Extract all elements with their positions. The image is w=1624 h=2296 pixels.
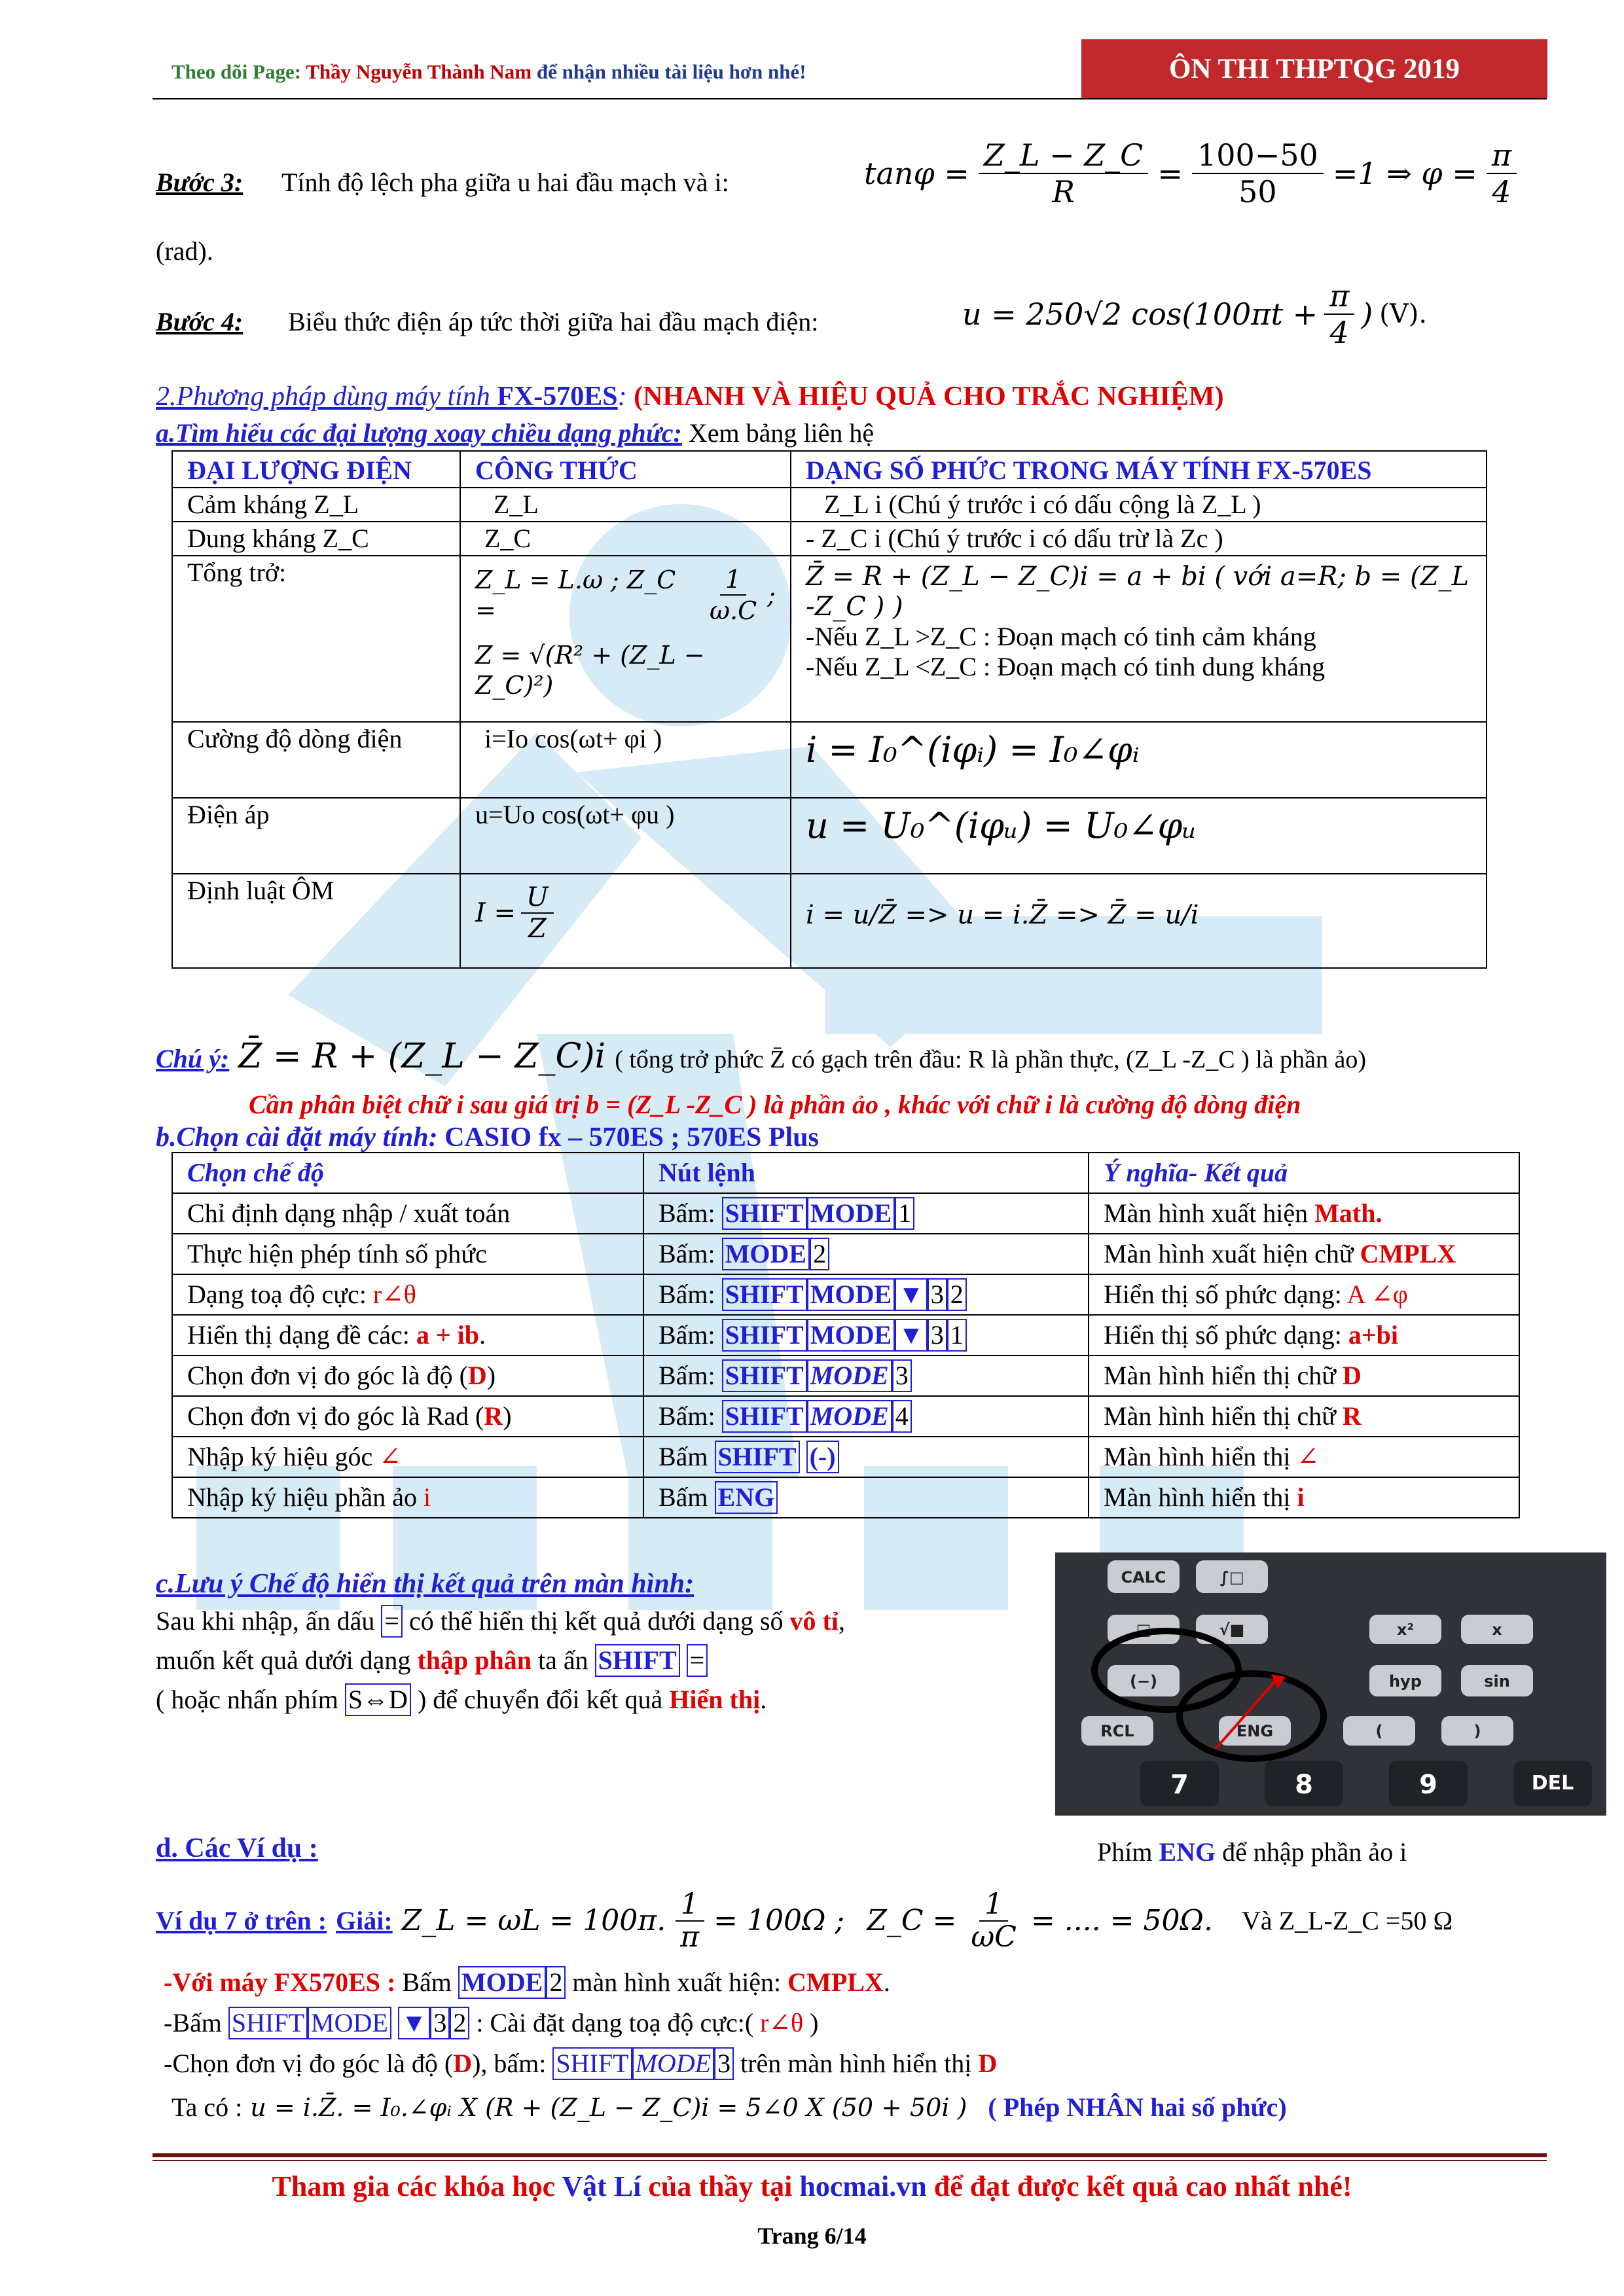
number-key[interactable]: 3 (892, 1359, 912, 1392)
equals-key[interactable]: = (381, 1605, 403, 1638)
shift-key[interactable]: SHIFT (715, 1441, 800, 1473)
svg-text:∫□: ∫□ (1219, 1568, 1244, 1587)
table-row (172, 874, 1487, 968)
svg-text:x²: x² (1397, 1621, 1414, 1639)
table-row (172, 798, 1487, 874)
step3-text: Tính độ lệch pha giữa u hai đầu mạch và i: (281, 168, 729, 197)
svg-text:RCL: RCL (1100, 1722, 1134, 1740)
table-row (172, 556, 1487, 722)
header-divider (153, 98, 1547, 99)
table-cell: Điện áp (172, 798, 460, 874)
keys-cell: Bấm ENG (643, 1477, 1089, 1518)
mode-cell: Hiển thị dạng đề các: a + ib. (172, 1315, 643, 1355)
svg-text:sin: sin (1484, 1672, 1510, 1691)
mode-key[interactable]: MODE (807, 1197, 895, 1230)
section-d-title: d. Các Ví dụ : (156, 1833, 318, 1863)
example-step1: -Với máy FX570ES : Bấm MODE 2 màn hình xuất hiện: CMPLX. (164, 1966, 890, 1999)
shift-key[interactable]: SHIFT (722, 1400, 807, 1433)
keys-cell: Bấm SHIFT (-) (643, 1437, 1089, 1477)
table-header-cell: CÔNG THỨC (460, 451, 791, 488)
svg-text:□: □ (1136, 1621, 1151, 1639)
table-row (172, 722, 1487, 798)
table-cell: i=Io cos(ωt+ φi ) (460, 722, 791, 798)
equals-key[interactable]: = (687, 1644, 708, 1677)
table-cell: Z_L (460, 488, 791, 522)
teacher-name: Thầy Nguyễn Thành Nam (306, 60, 532, 83)
svg-text:(: ( (1375, 1722, 1383, 1740)
keys-cell: Bấm: SHIFT MODE 4 (643, 1396, 1089, 1437)
shift-key[interactable]: SHIFT (722, 1359, 807, 1392)
number-key[interactable]: 3 (928, 1319, 947, 1352)
keys-cell: Bấm: MODE 2 (643, 1234, 1089, 1274)
mode-key[interactable]: MODE (807, 1278, 895, 1311)
mode-key[interactable]: MODE (458, 1966, 546, 1999)
example-line: Ví dụ 7 ở trên : Giải: Z_L = ωL = 100π. $\frac{1}{\pi}$ = 100Ω ; Z_C = $\frac{1}{\omega C}$ = .... = 50Ω. Và Z_L-Z_C =50 Ω (156, 1888, 1453, 1954)
arrow-down-key[interactable]: ▼ (895, 1278, 928, 1311)
table-cell: Z_C (460, 522, 791, 556)
table-row (172, 1193, 1519, 1234)
footer-promo: Tham gia các khóa học Vật Lí của thầy tại hocmai.vn để đạt được kết quả cao nhất nhé! (272, 2170, 1352, 2202)
table-header-cell: Ý nghĩa- Kết quả (1089, 1153, 1519, 1193)
number-key[interactable]: 3 (928, 1278, 947, 1311)
footer-divider-thin (153, 2160, 1547, 2161)
result-cell: Hiển thị số phức dạng: A ∠φ (1089, 1274, 1519, 1315)
table-cell: i = u/Z̄ => u = i.Z̄ => Z̄ = u/i (791, 874, 1487, 968)
keys-cell: Bấm: SHIFT MODE 3 (643, 1355, 1089, 1396)
number-key[interactable]: 2 (947, 1278, 967, 1311)
table-header-row (172, 451, 1487, 488)
example-step2: -Bấm SHIFT MODE ▼ 3 2 : Cài đặt dạng toạ độ cực:( r∠θ ) (164, 2007, 819, 2039)
number-key[interactable]: 2 (810, 1238, 829, 1270)
table-cell: Z_L i (Chú ý trước i có dấu cộng là Z_L ) (791, 488, 1487, 522)
section2-title: 2.Phương pháp dùng máy tính FX-570ES: (NHANH VÀ HIỆU QUẢ CHO TRẮC NGHIỆM) (156, 382, 1224, 412)
table-cell: Z_L = L.ω ; Z_C = $\frac{1}{\omega.C}$ ; Z = √(R² + (Z_L − Z_C)²) (460, 556, 791, 722)
arrow-down-key[interactable]: ▼ (895, 1319, 928, 1352)
step4-label: Bước 4: (156, 307, 244, 336)
section-c-line2: muốn kết quả dưới dạng thập phân ta ấn SHIFT = (156, 1644, 708, 1677)
table-cell: Dung kháng Z_C (172, 522, 460, 556)
mode-cell: Chọn đơn vị đo góc là độ (D) (172, 1355, 643, 1396)
calculator-photo (1055, 1552, 1606, 1816)
mode-cell: Chọn đơn vị đo góc là Rad (R) (172, 1396, 643, 1437)
s-d-key[interactable]: S⇔D (345, 1683, 411, 1716)
svg-text:7: 7 (1170, 1770, 1189, 1800)
note-line: Chú ý: Z̄ = R + (Z_L − Z_C)i ( tổng trở phức Z̄ có gạch trên đầu: R là phần thực, (Z_L -Z_C ) là phần ảo) (156, 1037, 1367, 1076)
table-header-row (172, 1153, 1519, 1193)
keys-cell: Bấm: SHIFT MODE 1 (643, 1193, 1089, 1234)
example-step3: -Chọn đơn vị đo góc là độ (D), bấm: SHIFT MODE 3 trên màn hình hiển thị D (164, 2047, 997, 2080)
svg-text:(−): (−) (1129, 1672, 1158, 1691)
negative-key[interactable]: (-) (806, 1441, 839, 1473)
step3-unit: (rad). (156, 236, 213, 266)
shift-key[interactable]: SHIFT (595, 1644, 680, 1677)
number-key[interactable]: 2 (450, 2007, 469, 2039)
header-follow-text: Theo dõi Page: Thầy Nguyễn Thành Nam để nhận nhiều tài liệu hơn nhé! (171, 60, 806, 83)
svg-text:8: 8 (1295, 1770, 1313, 1800)
calculator-keys-illustration (1055, 1552, 1606, 1816)
step4-text: Biểu thức điện áp tức thời giữa hai đầu mạch điện: (288, 307, 819, 336)
result-cell: Màn hình hiển thị i (1089, 1477, 1519, 1518)
keys-cell: Bấm: SHIFT MODE ▼ 3 2 (643, 1274, 1089, 1315)
table-row (172, 1396, 1519, 1437)
table-cell: - Z_C i (Chú ý trước i có dấu trừ là Zc ) (791, 522, 1487, 556)
arrow-down-key[interactable]: ▼ (398, 2007, 431, 2039)
svg-text:x: x (1492, 1621, 1502, 1639)
table-header-cell: DẠNG SỐ PHỨC TRONG MÁY TÍNH FX-570ES (791, 451, 1487, 488)
hocmai-link[interactable]: hocmai.vn (799, 2170, 927, 2202)
svg-text:): ) (1473, 1722, 1481, 1740)
table-cell: Cường độ dòng điện (172, 722, 460, 798)
table-row (172, 522, 1487, 556)
mode-cell: Dạng toạ độ cực: r∠θ (172, 1274, 643, 1315)
eng-key[interactable]: ENG (715, 1481, 778, 1514)
table-header-cell: ĐẠI LƯỢNG ĐIỆN (172, 451, 460, 488)
footer-divider (153, 2153, 1547, 2157)
table-cell: I = $\frac{U}{Z}$ (460, 874, 791, 968)
shift-key[interactable]: SHIFT (722, 1319, 807, 1352)
result-cell: Màn hình hiển thị chữ R (1089, 1396, 1519, 1437)
number-key[interactable]: 4 (892, 1400, 912, 1433)
result-cell: Màn hình xuất hiện chữ CMPLX (1089, 1234, 1519, 1274)
table-cell: i = I₀^(iφᵢ) = I₀∠φᵢ (791, 722, 1487, 798)
mode-key[interactable]: MODE (807, 1319, 895, 1352)
svg-text:√■: √■ (1219, 1621, 1245, 1639)
table-row (172, 1437, 1519, 1477)
number-key[interactable]: 3 (714, 2047, 734, 2080)
section-c-title: c.Lưu ý Chế độ hiển thị kết quả trên màn hình: (156, 1569, 695, 1599)
result-cell: Màn hình hiển thị chữ D (1089, 1355, 1519, 1396)
table-header-cell: Chọn chế độ (172, 1153, 643, 1193)
mode-key[interactable]: MODE (632, 2047, 715, 2080)
table-cell: Cảm kháng Z_L (172, 488, 460, 522)
mode-key[interactable]: MODE (308, 2007, 391, 2039)
shift-key[interactable]: SHIFT (722, 1278, 807, 1311)
complex-quantities-table (171, 450, 1487, 969)
number-key[interactable]: 1 (947, 1319, 967, 1352)
result-cell: Hiển thị số phức dạng: a+bi (1089, 1315, 1519, 1355)
table-row (172, 1274, 1519, 1315)
result-cell: Màn hình hiển thị ∠ (1089, 1437, 1519, 1477)
mode-cell: Chỉ định dạng nhập / xuất toán (172, 1193, 643, 1234)
mode-key[interactable]: MODE (807, 1400, 892, 1433)
table-cell: Tổng trở: (172, 556, 460, 722)
section-c-line3: ( hoặc nhấn phím S⇔D ) để chuyển đổi kết quả Hiển thị. (156, 1683, 767, 1716)
table-row (172, 1477, 1519, 1518)
calculator-settings-table (171, 1152, 1520, 1518)
table-row (172, 1234, 1519, 1274)
shift-key[interactable]: SHIFT (228, 2007, 308, 2039)
shift-key[interactable]: SHIFT (552, 2047, 632, 2080)
result-cell: Màn hình xuất hiện Math. (1089, 1193, 1519, 1234)
table-row (172, 1315, 1519, 1355)
photo-caption: Phím ENG để nhập phần ảo i (1097, 1837, 1407, 1867)
table-cell: u=Uo cos(ωt+ φu ) (460, 798, 791, 874)
step3-label: Bước 3: (156, 168, 244, 197)
keys-cell: Bấm: SHIFT MODE ▼ 3 1 (643, 1315, 1089, 1355)
table-row (172, 1355, 1519, 1396)
section-c-line1: Sau khi nhập, ấn dấu = có thể hiển thị kết quả dưới dạng số vô tỉ, (156, 1605, 845, 1638)
table-header-cell: Nút lệnh (643, 1153, 1089, 1193)
note-warning: Cần phân biệt chữ i sau giá trị b = (Z_L -Z_C ) là phần ảo , khác với chữ i là cường độ dòng điện (249, 1090, 1301, 1119)
table-row (172, 488, 1487, 522)
svg-text:CALC: CALC (1121, 1568, 1166, 1587)
number-key[interactable]: 1 (895, 1197, 914, 1230)
exam-title-badge: ÔN THI THPTQG 2019 (1081, 39, 1547, 98)
table-cell: u = U₀^(iφᵤ) = U₀∠φᵤ (791, 798, 1487, 874)
mode-cell: Thực hiện phép tính số phức (172, 1234, 643, 1274)
mode-key[interactable]: MODE (807, 1359, 892, 1392)
section-b-title: b.Chọn cài đặt máy tính: CASIO fx – 570ES ; 570ES Plus (156, 1122, 819, 1153)
svg-text:hyp: hyp (1389, 1672, 1422, 1691)
svg-text:ENG: ENG (1236, 1722, 1274, 1740)
number-key[interactable]: 2 (546, 1966, 566, 1999)
mode-cell: Nhập ký hiệu phần ảo i (172, 1477, 643, 1518)
mode-cell: Nhập ký hiệu góc ∠ (172, 1437, 643, 1477)
step3-formula: tanφ = $\frac{Z\_L - Z\_C}{R}$ = $\frac{100-50}{50}$ =1 ⇒ φ = $\frac{\pi}{4}$ (864, 137, 1517, 209)
step4-formula: u = 250√2 cos(100πt + $\frac{\pi}{4}$ ) (V). (962, 278, 1428, 350)
table-cell: Z̄ = R + (Z_L − Z_C)i = a + bi ( với a=R; b = (Z_L -Z_C ) ) -Nếu Z_L >Z_C : Đoạn mạch có tinh cảm kháng -Nếu Z_L <Z_C : Đoạn mạch có tinh dung kháng (791, 556, 1487, 722)
svg-text:9: 9 (1419, 1770, 1437, 1800)
number-key[interactable]: 3 (430, 2007, 450, 2039)
page-number: Trang 6/14 (757, 2223, 867, 2249)
svg-text:DEL: DEL (1531, 1772, 1574, 1795)
example-step4: Ta có : u = i.Z̄. = I₀.∠φᵢ X (R + (Z_L − Z_C)i = 5∠0 X (50 + 50i ) ( Phép NHÂN hai số phức) (171, 2092, 1287, 2122)
table-cell: Định luật ÔM (172, 874, 460, 968)
shift-key[interactable]: SHIFT (722, 1197, 807, 1230)
mode-key[interactable]: MODE (722, 1238, 810, 1270)
section2-subtitle: a.Tìm hiểu các đại lượng xoay chiều dạng phức: Xem bảng liên hệ (156, 418, 875, 448)
